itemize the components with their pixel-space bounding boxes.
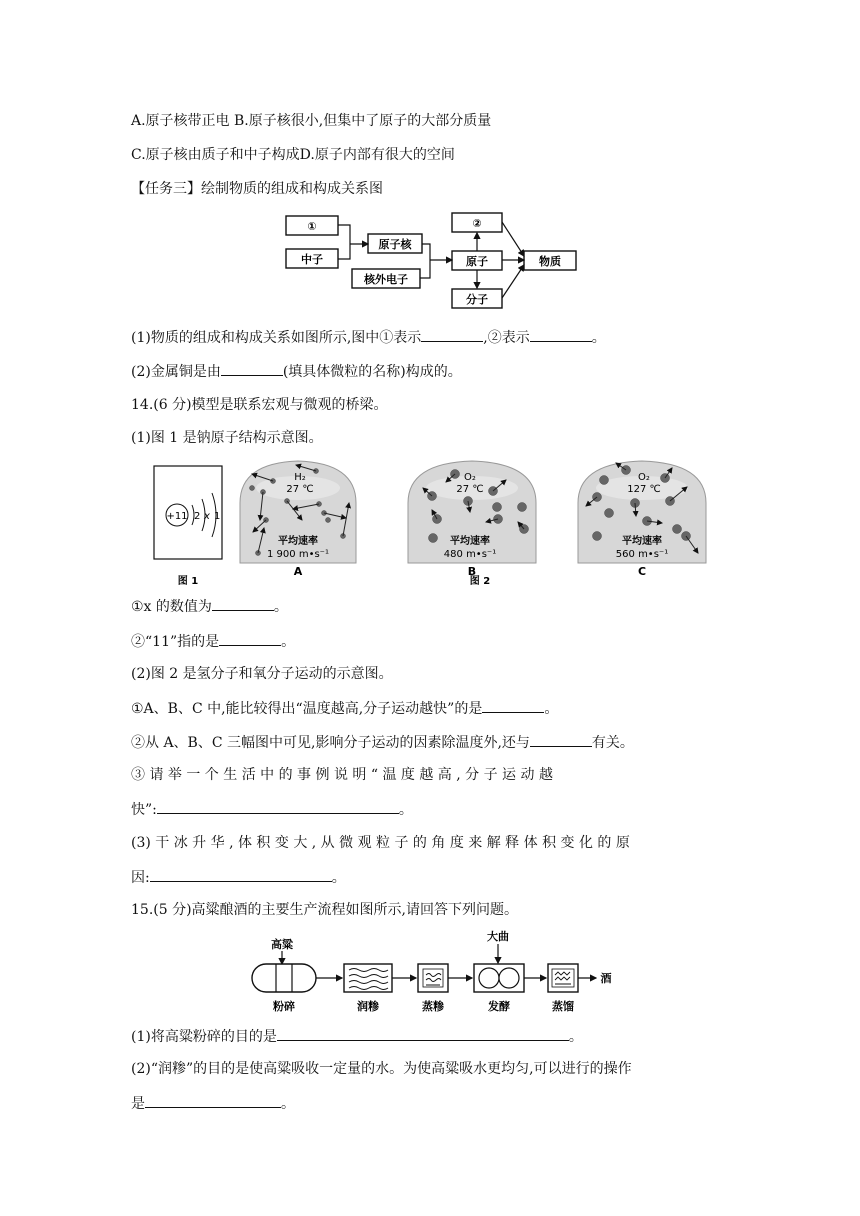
- answer-blank[interactable]: [221, 361, 283, 376]
- fig2-container-c: [578, 461, 706, 563]
- q13-options-line2: C.原子核由质子和中子构成D.原子内部有很大的空间: [131, 147, 455, 163]
- fig1-nucleus-label: +11: [166, 511, 188, 522]
- fig1-shell2: x: [204, 511, 210, 522]
- box-neutron-label: 中子: [301, 253, 323, 266]
- q14-sub5-line1: ③ 请 举 一 个 生 活 中 的 事 例 说 明 “ 温 度 越 高 , 分 子 运 动 越: [131, 767, 553, 783]
- box-atom-label: 原子: [466, 255, 488, 268]
- fig2-letter-c: C: [637, 565, 647, 578]
- task3-title: 【任务三】绘制物质的组成和构成关系图: [131, 181, 383, 197]
- flow-step4-label: 发酵: [488, 1000, 510, 1013]
- answer-blank[interactable]: [277, 1026, 569, 1041]
- svg-text:127 ℃: 127 ℃: [627, 484, 661, 495]
- q14-part2-intro: (2)图 2 是氢分子和氧分子运动的示意图。: [131, 666, 393, 682]
- box-molecule-label: 分子: [466, 293, 488, 306]
- fig2-container-a: [240, 461, 356, 563]
- q15-q2-line1: (2)“润糁”的目的是使高粱吸收一定量的水。为使高粱吸水更均匀,可以进行的操作: [131, 1061, 632, 1077]
- task3-q1: (1)物质的组成和构成关系如图所示,图中①表示 ,②表示 。: [131, 327, 606, 348]
- box-matter-label: 物质: [539, 255, 561, 268]
- answer-blank[interactable]: [150, 867, 332, 882]
- task3-q2: (2)金属铜是由 (填具体微粒的名称)构成的。: [131, 361, 462, 382]
- q14-sub3: ①A、B、C 中,能比较得出“温度越高,分子运动越快”的是 。: [131, 698, 558, 719]
- fig1-caption: 图 1: [177, 576, 199, 586]
- box-nucleus-label: 原子核: [378, 238, 412, 251]
- flow-input-sorghum: 高粱: [271, 938, 293, 951]
- svg-text:1 900 m•s⁻¹: 1 900 m•s⁻¹: [267, 549, 329, 560]
- brewing-flow-diagram: [246, 930, 616, 1016]
- answer-blank[interactable]: [157, 799, 399, 814]
- flow-step3-label: 蒸糁: [422, 1000, 444, 1013]
- fig2-caption: 图 2: [469, 576, 491, 586]
- q14-part3-line2: 因: 。: [131, 867, 346, 888]
- fig1-shell1: 2: [194, 511, 201, 522]
- svg-text:平均速率: 平均速率: [278, 536, 318, 547]
- flow-step2-label: 润糁: [357, 1000, 379, 1013]
- q15-q1: (1)将高粱粉碎的目的是 。: [131, 1026, 583, 1047]
- svg-text:27 ℃: 27 ℃: [456, 484, 484, 495]
- q14-sub2: ②“11”指的是 。: [131, 631, 295, 652]
- q14-sub4: ②从 A、B、C 三幅图中可见,影响分子运动的因素除温度外,还与 有关。: [131, 732, 634, 753]
- q15-q2-line2: 是 。: [131, 1093, 295, 1114]
- flow-input-daqu: 大曲: [487, 930, 509, 943]
- answer-blank[interactable]: [482, 698, 544, 713]
- svg-text:480 m•s⁻¹: 480 m•s⁻¹: [443, 549, 497, 560]
- box-circled-2-label: ②: [472, 217, 482, 230]
- composition-diagram: [280, 208, 580, 314]
- flow-output-liquor: 酒: [600, 972, 612, 985]
- fig1-shell3: 1: [214, 511, 221, 522]
- svg-text:27 ℃: 27 ℃: [286, 484, 314, 495]
- flow-moisten: [344, 964, 392, 992]
- fig2-letter-b: B: [467, 565, 477, 578]
- svg-text:O₂: O₂: [638, 472, 650, 483]
- answer-blank[interactable]: [421, 327, 483, 342]
- flow-step1-label: 粉碎: [273, 1000, 295, 1013]
- q14-part3-line1: (3) 干 冰 升 华 , 体 积 变 大 , 从 微 观 粒 子 的 角 度 来 解 释 体 积 变 化 的 原: [131, 835, 630, 851]
- q14-part1-intro: (1)图 1 是钠原子结构示意图。: [131, 430, 323, 446]
- fig2-letter-a: A: [293, 565, 303, 578]
- answer-blank[interactable]: [219, 631, 281, 646]
- answer-blank[interactable]: [212, 596, 274, 611]
- q15-header: 15.(5 分)高粱酿酒的主要生产流程如图所示,请回答下列问题。: [131, 902, 518, 918]
- q14-figures: [150, 458, 710, 586]
- svg-text:O₂: O₂: [464, 472, 476, 483]
- svg-text:平均速率: 平均速率: [450, 536, 490, 547]
- box-electron-label: 核外电子: [364, 273, 408, 286]
- fig2-container-b: [408, 461, 536, 563]
- svg-text:平均速率: 平均速率: [622, 536, 662, 547]
- q14-sub1: ①x 的数值为 。: [131, 596, 288, 617]
- svg-text:H₂: H₂: [294, 472, 306, 483]
- flow-step5-label: 蒸馏: [552, 1000, 574, 1013]
- svg-text:560 m•s⁻¹: 560 m•s⁻¹: [615, 549, 669, 560]
- q14-sub5-line2: 快”: 。: [131, 799, 413, 820]
- answer-blank[interactable]: [145, 1093, 281, 1108]
- q13-options-line1: A.原子核带正电 B.原子核很小,但集中了原子的大部分质量: [131, 113, 492, 129]
- flow-crusher: [252, 964, 316, 992]
- answer-blank[interactable]: [530, 327, 592, 342]
- answer-blank[interactable]: [530, 732, 592, 747]
- box-circled-1-label: ①: [307, 220, 317, 233]
- q14-header: 14.(6 分)模型是联系宏观与微观的桥梁。: [131, 397, 388, 413]
